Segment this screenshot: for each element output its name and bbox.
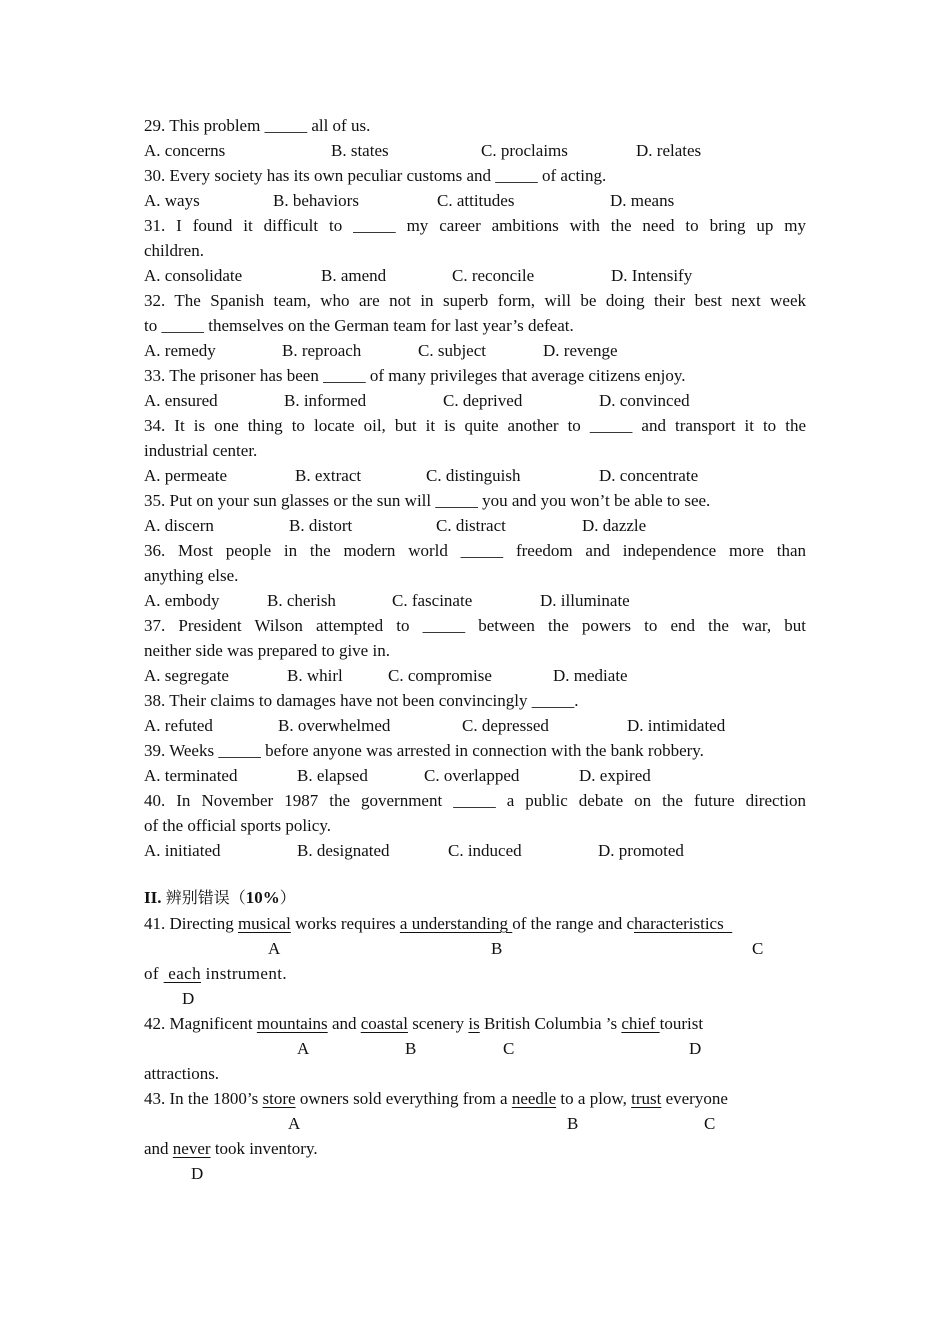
option-b: B. elapsed <box>297 766 368 785</box>
question-29-options <box>144 139 806 163</box>
label-c: C <box>503 1039 515 1058</box>
option-d: D. revenge <box>543 341 618 360</box>
question-40-stem-cont: of the official sports policy. <box>144 816 331 835</box>
question-33-stem: 33. The prisoner has been _____ of many privileges that average citizens enjoy. <box>144 366 686 385</box>
text-segment: British Columbia ’s <box>479 1014 622 1033</box>
text-segment: scenery <box>407 1014 469 1033</box>
text-segment: and <box>327 1014 361 1033</box>
error-question-43-cont <box>144 1137 806 1161</box>
label-d: D <box>191 1164 204 1183</box>
question-37-options <box>144 664 806 688</box>
option-b: B. informed <box>284 391 367 410</box>
section-title: 辨别错误（ <box>165 888 246 907</box>
option-c: C. deprived <box>443 391 523 410</box>
option-c: C. overlapped <box>424 766 520 785</box>
label-b: B <box>405 1039 417 1058</box>
text-segment: of the range and c <box>512 914 635 933</box>
text-segment: 41. Directing <box>144 914 238 933</box>
label-a: A <box>268 939 281 958</box>
question-36-stem-cont: anything else. <box>144 566 239 585</box>
option-c: C. distinguish <box>426 466 521 485</box>
option-b: B. amend <box>321 266 387 285</box>
option-a: A. refuted <box>144 716 213 735</box>
option-d: D. convinced <box>599 391 690 410</box>
label-b: B <box>567 1114 579 1133</box>
option-c: C. subject <box>418 341 486 360</box>
error-question-41 <box>144 912 806 936</box>
question-40-options <box>144 839 806 863</box>
option-d: D. dazzle <box>582 516 647 535</box>
option-a: A. ensured <box>144 391 218 410</box>
question-39-stem: 39. Weeks _____ before anyone was arrested in connection with the bank robbery. <box>144 741 704 760</box>
label-b: B <box>491 939 503 958</box>
question-35-options <box>144 514 806 538</box>
question-30-stem: 30. Every society has its own peculiar customs and _____ of acting. <box>144 166 607 185</box>
underlined-part-a: mountains <box>256 1014 328 1033</box>
error-question-42-cont: attractions. <box>144 1064 220 1083</box>
underlined-part-c: haracteristics <box>634 914 733 933</box>
label-d: D <box>182 989 195 1008</box>
option-b: B. extract <box>295 466 362 485</box>
option-b: B. whirl <box>287 666 343 685</box>
text-segment: tourist <box>659 1014 704 1033</box>
text-segment: instrument. <box>201 964 288 983</box>
question-34-options <box>144 464 806 488</box>
option-b: B. behaviors <box>273 191 359 210</box>
section-close: ） <box>279 888 296 907</box>
question-33-options <box>144 389 806 413</box>
question-37-stem-cont: neither side was prepared to give in. <box>144 641 390 660</box>
underlined-part-d: each <box>163 964 202 983</box>
question-29-stem: 29. This problem _____ all of us. <box>144 116 371 135</box>
option-a: A. permeate <box>144 466 228 485</box>
option-b: B. distort <box>289 516 353 535</box>
option-a: A. embody <box>144 591 220 610</box>
option-a: A. initiated <box>144 841 221 860</box>
underlined-part-d: chief <box>621 1014 660 1033</box>
option-c: C. reconcile <box>452 266 535 285</box>
question-34-stem-cont: industrial center. <box>144 441 258 460</box>
option-a: A. remedy <box>144 341 216 360</box>
underlined-part-c: trust <box>631 1089 662 1108</box>
option-c: C. attitudes <box>437 191 515 210</box>
text-segment: works requires <box>290 914 400 933</box>
option-b: B. states <box>331 141 389 160</box>
option-a: A. concerns <box>144 141 226 160</box>
option-a: A. terminated <box>144 766 238 785</box>
option-b: B. overwhelmed <box>278 716 391 735</box>
text-segment: owners sold everything from a <box>295 1089 512 1108</box>
option-d: D. relates <box>636 141 702 160</box>
option-a: A. consolidate <box>144 266 243 285</box>
option-c: C. compromise <box>388 666 492 685</box>
text-segment: of <box>144 964 164 983</box>
option-d: D. concentrate <box>599 466 699 485</box>
option-b: B. designated <box>297 841 390 860</box>
question-36-options <box>144 589 806 613</box>
underlined-part-a: store <box>262 1089 296 1108</box>
question-35-stem: 35. Put on your sun glasses or the sun will _____ you and you won’t be able to see. <box>144 491 711 510</box>
question-36-stem: 36. Most people in the modern world _____ freedom and independence more than <box>144 541 806 560</box>
option-d: D. means <box>610 191 675 210</box>
question-38-options <box>144 714 806 738</box>
label-a: A <box>297 1039 310 1058</box>
underlined-part-b: needle <box>511 1089 557 1108</box>
underlined-part-b: coastal <box>360 1014 408 1033</box>
option-c: C. distract <box>436 516 506 535</box>
question-31-stem: 31. I found it difficult to _____ my career ambitions with the need to bring up my <box>144 216 806 235</box>
underlined-part-a: musical <box>237 914 291 933</box>
text-segment: took inventory. <box>210 1139 318 1158</box>
text-segment: everyone <box>661 1089 728 1108</box>
section-number: II. <box>144 888 162 907</box>
option-d: D. Intensify <box>611 266 693 285</box>
question-32-stem: 32. The Spanish team, who are not in superb form, will be doing their best next week <box>144 291 806 310</box>
label-a: A <box>288 1114 301 1133</box>
option-d: D. expired <box>579 766 651 785</box>
question-39-options <box>144 764 806 788</box>
option-d: D. intimidated <box>627 716 726 735</box>
question-32-options <box>144 339 806 363</box>
question-37-stem: 37. President Wilson attempted to _____ between the powers to end the war, but <box>144 616 806 635</box>
error-question-43 <box>144 1087 806 1111</box>
question-40-stem: 40. In November 1987 the government _____ a public debate on the future direction <box>144 791 806 810</box>
question-30-options <box>144 189 806 213</box>
option-a: A. ways <box>144 191 200 210</box>
label-c: C <box>704 1114 716 1133</box>
question-31-stem-cont: children. <box>144 241 204 260</box>
underlined-part-b: a understanding <box>399 914 513 933</box>
option-d: D. mediate <box>553 666 628 685</box>
error-question-41-cont <box>144 962 806 986</box>
option-c: C. proclaims <box>481 141 568 160</box>
option-a: A. discern <box>144 516 214 535</box>
underlined-part-c: is <box>468 1014 480 1033</box>
question-34-stem: 34. It is one thing to locate oil, but it is quite another to _____ and transport it to the <box>144 416 806 435</box>
option-b: B. cherish <box>267 591 336 610</box>
label-d: D <box>689 1039 702 1058</box>
option-a: A. segregate <box>144 666 229 685</box>
option-c: C. induced <box>448 841 522 860</box>
text-segment: and <box>144 1139 173 1158</box>
question-38-stem: 38. Their claims to damages have not been convincingly _____. <box>144 691 579 710</box>
question-32-stem-cont: to _____ themselves on the German team for last year’s defeat. <box>144 316 574 335</box>
text-segment: 42. Magnificent <box>144 1014 257 1033</box>
option-d: D. promoted <box>598 841 684 860</box>
option-c: C. fascinate <box>392 591 473 610</box>
error-question-42 <box>144 1012 806 1036</box>
label-c: C <box>752 939 764 958</box>
option-d: D. illuminate <box>540 591 630 610</box>
section-heading <box>144 886 806 910</box>
underlined-part-d: never <box>172 1139 211 1158</box>
option-c: C. depressed <box>462 716 549 735</box>
text-segment: to a plow, <box>556 1089 632 1108</box>
text-segment: 43. In the 1800’s <box>144 1089 263 1108</box>
section-percent: 10% <box>245 888 280 907</box>
option-b: B. reproach <box>282 341 362 360</box>
question-31-options <box>144 264 806 288</box>
